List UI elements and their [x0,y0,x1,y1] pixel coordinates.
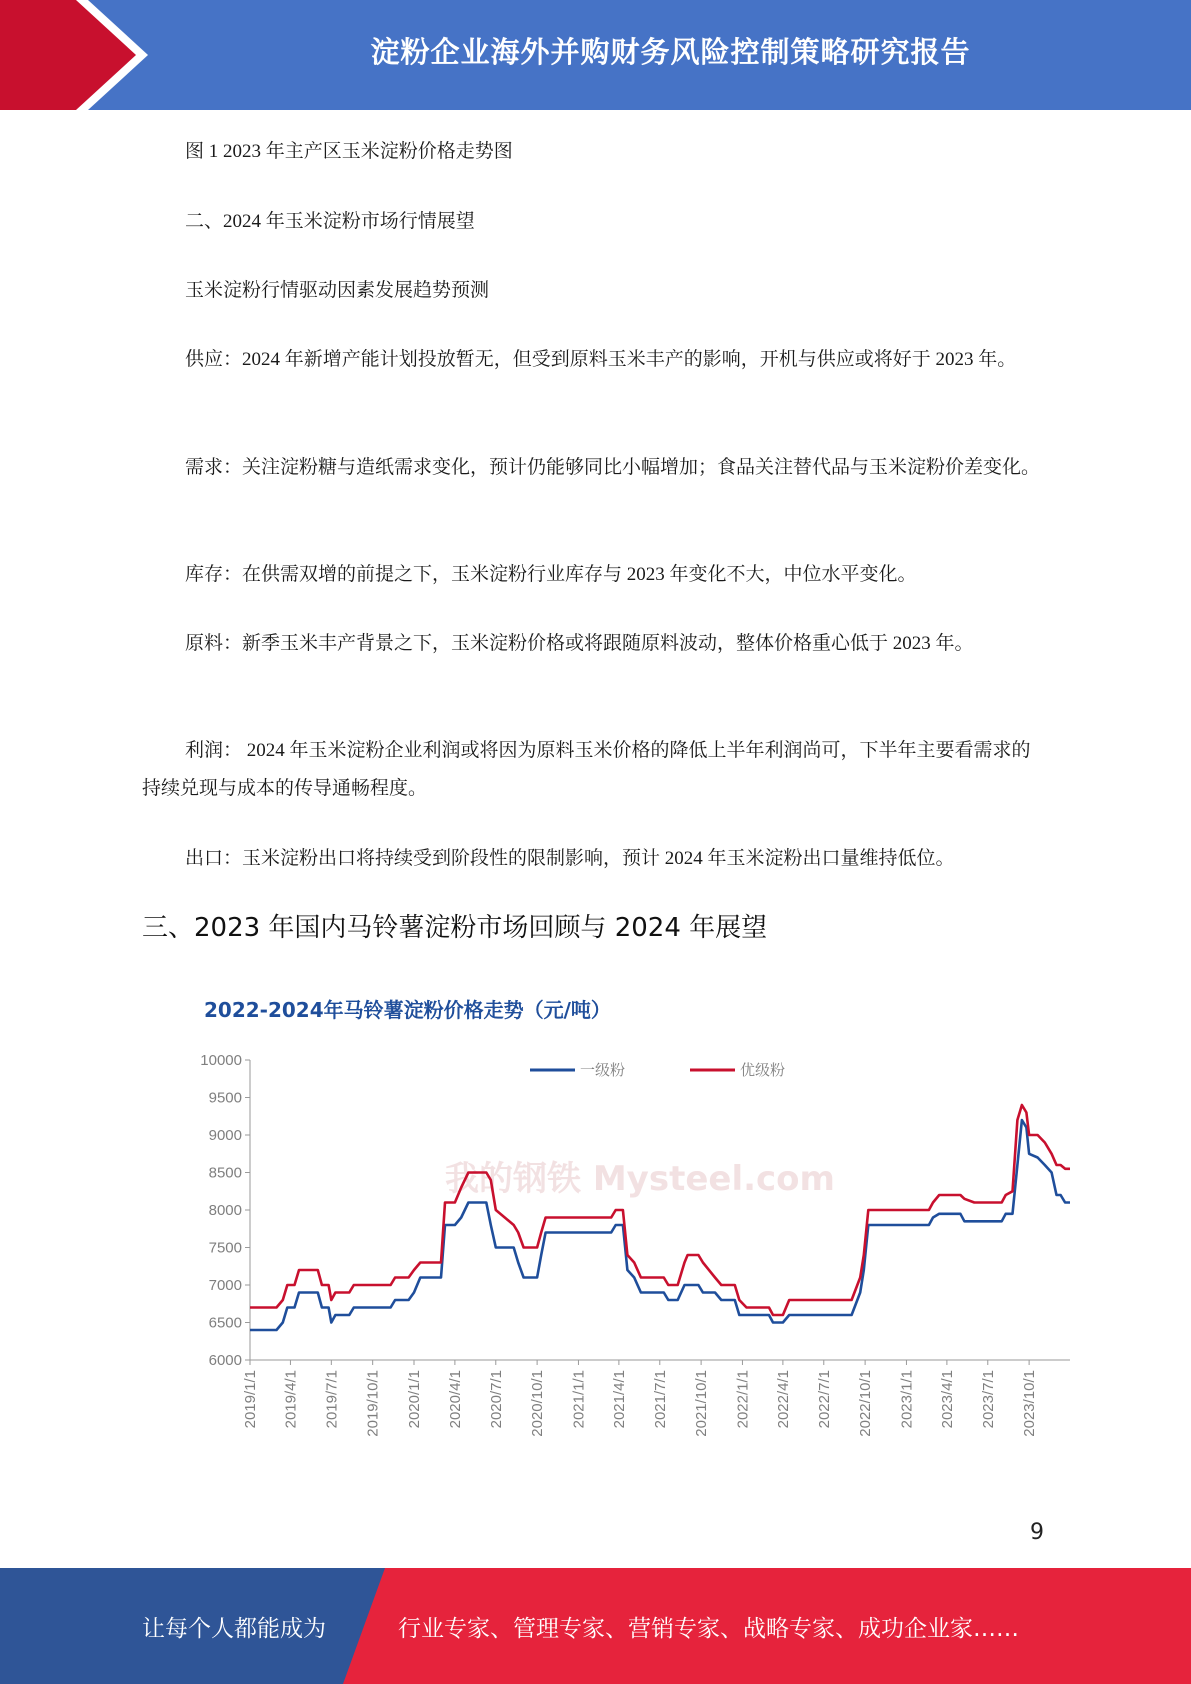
price-chart [180,990,1080,1470]
paragraph-demand: 需求：关注淀粉糖与造纸需求变化，预计仍能够同比小幅增加；食品关注替代品与玉米淀粉价差变化。 [185,457,1041,478]
paragraph-supply: 供应：2024 年新增产能计划投放暂无，但受到原料玉米丰产的影响，开机与供应或将好于 2023 年。 [185,349,1017,370]
y-tick-label: 9000 [208,1127,242,1144]
x-tick-label: 2020/4/1 [446,1370,464,1429]
footer-slogan-right: 行业专家、管理专家、营销专家、战略专家、成功企业家…… [398,1615,1019,1642]
report-title: 淀粉企业海外并购财务风险控制策略研究报告 [370,34,971,69]
x-tick-label: 2023/7/1 [979,1370,997,1429]
x-tick-label: 2021/10/1 [693,1370,711,1437]
x-tick-label: 2019/7/1 [323,1370,341,1429]
series-line-1 [250,1120,1070,1330]
y-tick-label: 7500 [208,1239,242,1257]
x-tick-label: 2021/1/1 [570,1370,588,1429]
x-tick-label: 2020/10/1 [529,1370,547,1437]
y-tick-label: 6500 [208,1314,242,1332]
legend-label-1: 一级粉 [580,1061,626,1079]
x-tick-label: 2021/4/1 [610,1370,628,1429]
series-line-2 [250,1105,1070,1315]
page-number: 9 [1030,1520,1044,1545]
subheading-drivers: 玉米淀粉行情驱动因素发展趋势预测 [185,280,490,301]
x-tick-label: 2019/10/1 [364,1370,382,1437]
chart-title: 2022-2024年马铃薯淀粉价格走势（元/吨） [204,998,611,1022]
x-tick-label: 2020/1/1 [406,1370,423,1429]
y-tick-label: 8000 [208,1202,242,1219]
footer-slogan-left: 让每个人都能成为 [142,1615,326,1642]
watermark: 我的钢铁 Mysteel.com [445,1159,835,1199]
y-tick-label: 6000 [208,1352,242,1369]
paragraph-profit: 利润： 2024 年玉米淀粉企业利润或将因为原料玉米价格的降低上半年利润尚可，下半年主要看需求的持续兑现与成本的传导通畅程度。 [142,740,1031,799]
legend-label-2: 优级粉 [740,1061,786,1079]
y-tick-label: 8500 [208,1164,242,1182]
paragraph-raw-material: 原料：新季玉米丰产背景之下，玉米淀粉价格或将跟随原料波动，整体价格重心低于 2023 年。 [185,633,974,654]
y-tick-label: 10000 [200,1052,242,1069]
x-tick-label: 2022/1/1 [734,1370,752,1429]
figure-caption: 图 1 2023 年主产区玉米淀粉价格走势图 [185,141,513,162]
y-tick-label: 7000 [208,1277,242,1294]
subheading-outlook: 二、2024 年玉米淀粉市场行情展望 [185,211,475,232]
x-tick-label: 2019/4/1 [282,1370,300,1429]
x-tick-label: 2021/7/1 [651,1370,669,1429]
page-footer [0,1568,1191,1684]
x-tick-label: 2022/10/1 [857,1370,875,1437]
chart-canvas [180,990,1080,1470]
header-chevron-icon [0,0,160,110]
y-tick-label: 9500 [208,1089,242,1107]
x-tick-label: 2022/7/1 [815,1370,833,1429]
x-tick-label: 2022/4/1 [774,1370,792,1429]
x-tick-label: 2023/1/1 [898,1370,916,1429]
section-heading: 三、2023 年国内马铃薯淀粉市场回顾与 2024 年展望 [142,913,768,943]
paragraph-inventory: 库存：在供需双增的前提之下，玉米淀粉行业库存与 2023 年变化不大，中位水平变化。 [185,564,917,585]
x-tick-label: 2023/10/1 [1021,1370,1039,1437]
x-tick-label: 2020/7/1 [487,1370,505,1429]
paragraph-export: 出口：玉米淀粉出口将持续受到阶段性的限制影响，预计 2024 年玉米淀粉出口量维持低位。 [185,848,955,869]
x-tick-label: 2019/1/1 [242,1370,259,1429]
page-header [0,0,1191,110]
x-tick-label: 2023/4/1 [938,1370,956,1429]
